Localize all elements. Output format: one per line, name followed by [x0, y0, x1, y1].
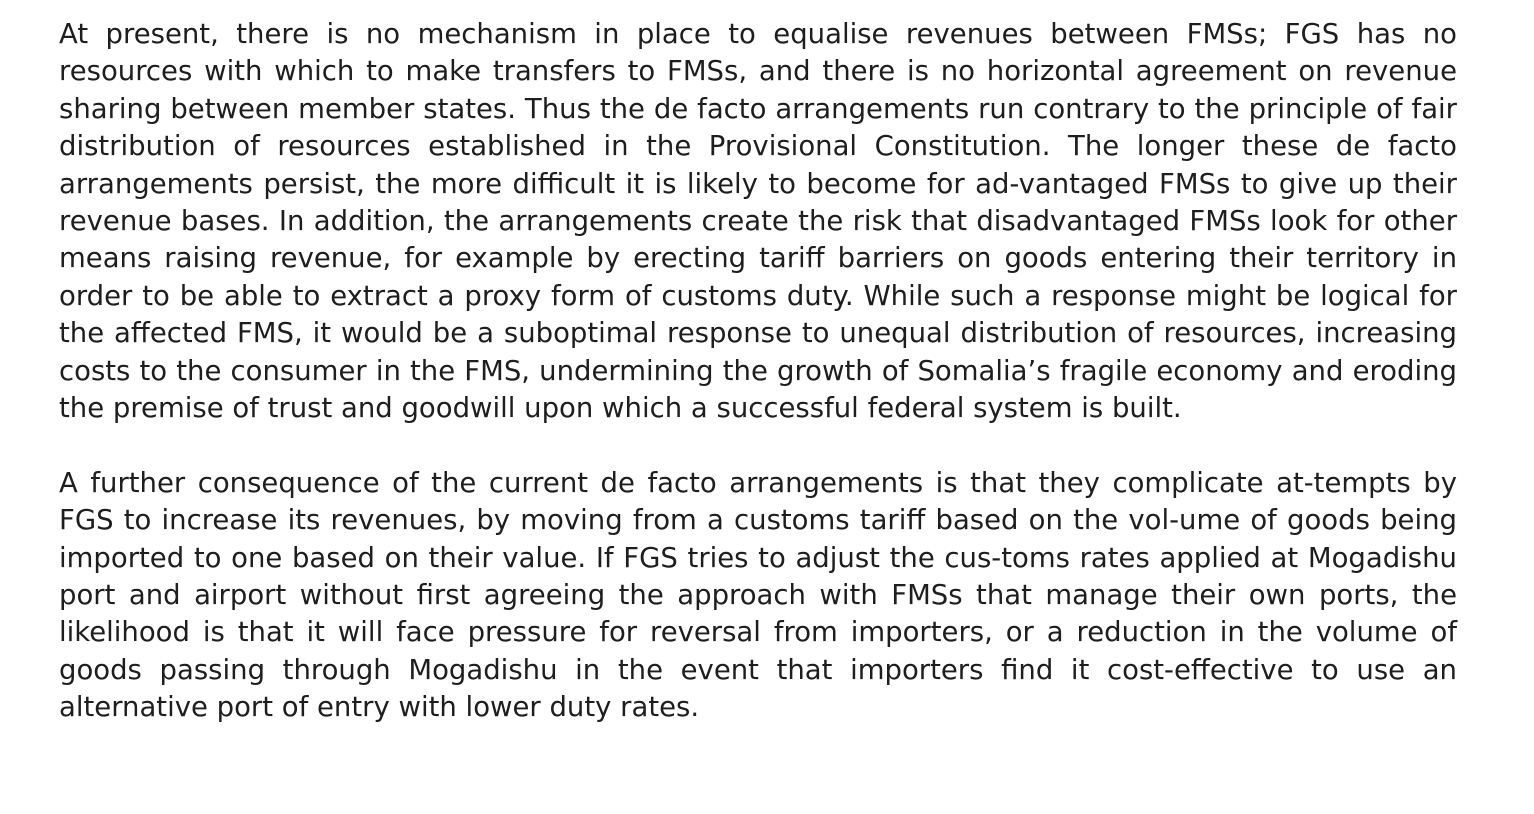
- document-body: [59, 16, 1457, 727]
- paragraph-revenue-equalisation: At present, there is no mechanism in place to equalise revenues between FMSs; FGS has no resources with which to make transfers to FMSs, and there is no horizontal agreement on revenue sharing between member states. Thus the de facto arrangements run contrary to the principle of fair distribution of resources established in the Provisional Constitution. The longer these de facto arrangements persist, the more difficult it is likely to become for ad-vantaged FMSs to give up their revenue bases. In addition, the arrangements create the risk that disadvantaged FMSs look for other means raising revenue, for example by erecting tariff barriers on goods entering their territory in order to be able to extract a proxy form of customs duty. While such a response might be logical for the affected FMS, it would be a suboptimal response to unequal distribution of resources, increasing costs to the consumer in the FMS, undermining the growth of Somalia’s fragile economy and eroding the premise of trust and goodwill upon which a successful federal system is built.: [59, 18, 1457, 425]
- paragraph-customs-tariff: A further consequence of the current de facto arrangements is that they complicate at-tempts by FGS to increase its revenues, by moving from a customs tariff based on the vol-ume of goods being imported to one based on their value. If FGS tries to adjust the cus-toms rates applied at Mogadishu port and airport without first agreeing the approach with FMSs that manage their own ports, the likelihood is that it will face pressure for reversal from importers, or a reduction in the volume of goods passing through Mogadishu in the event that importers find it cost-effective to use an alternative port of entry with lower duty rates.: [59, 466, 1457, 724]
